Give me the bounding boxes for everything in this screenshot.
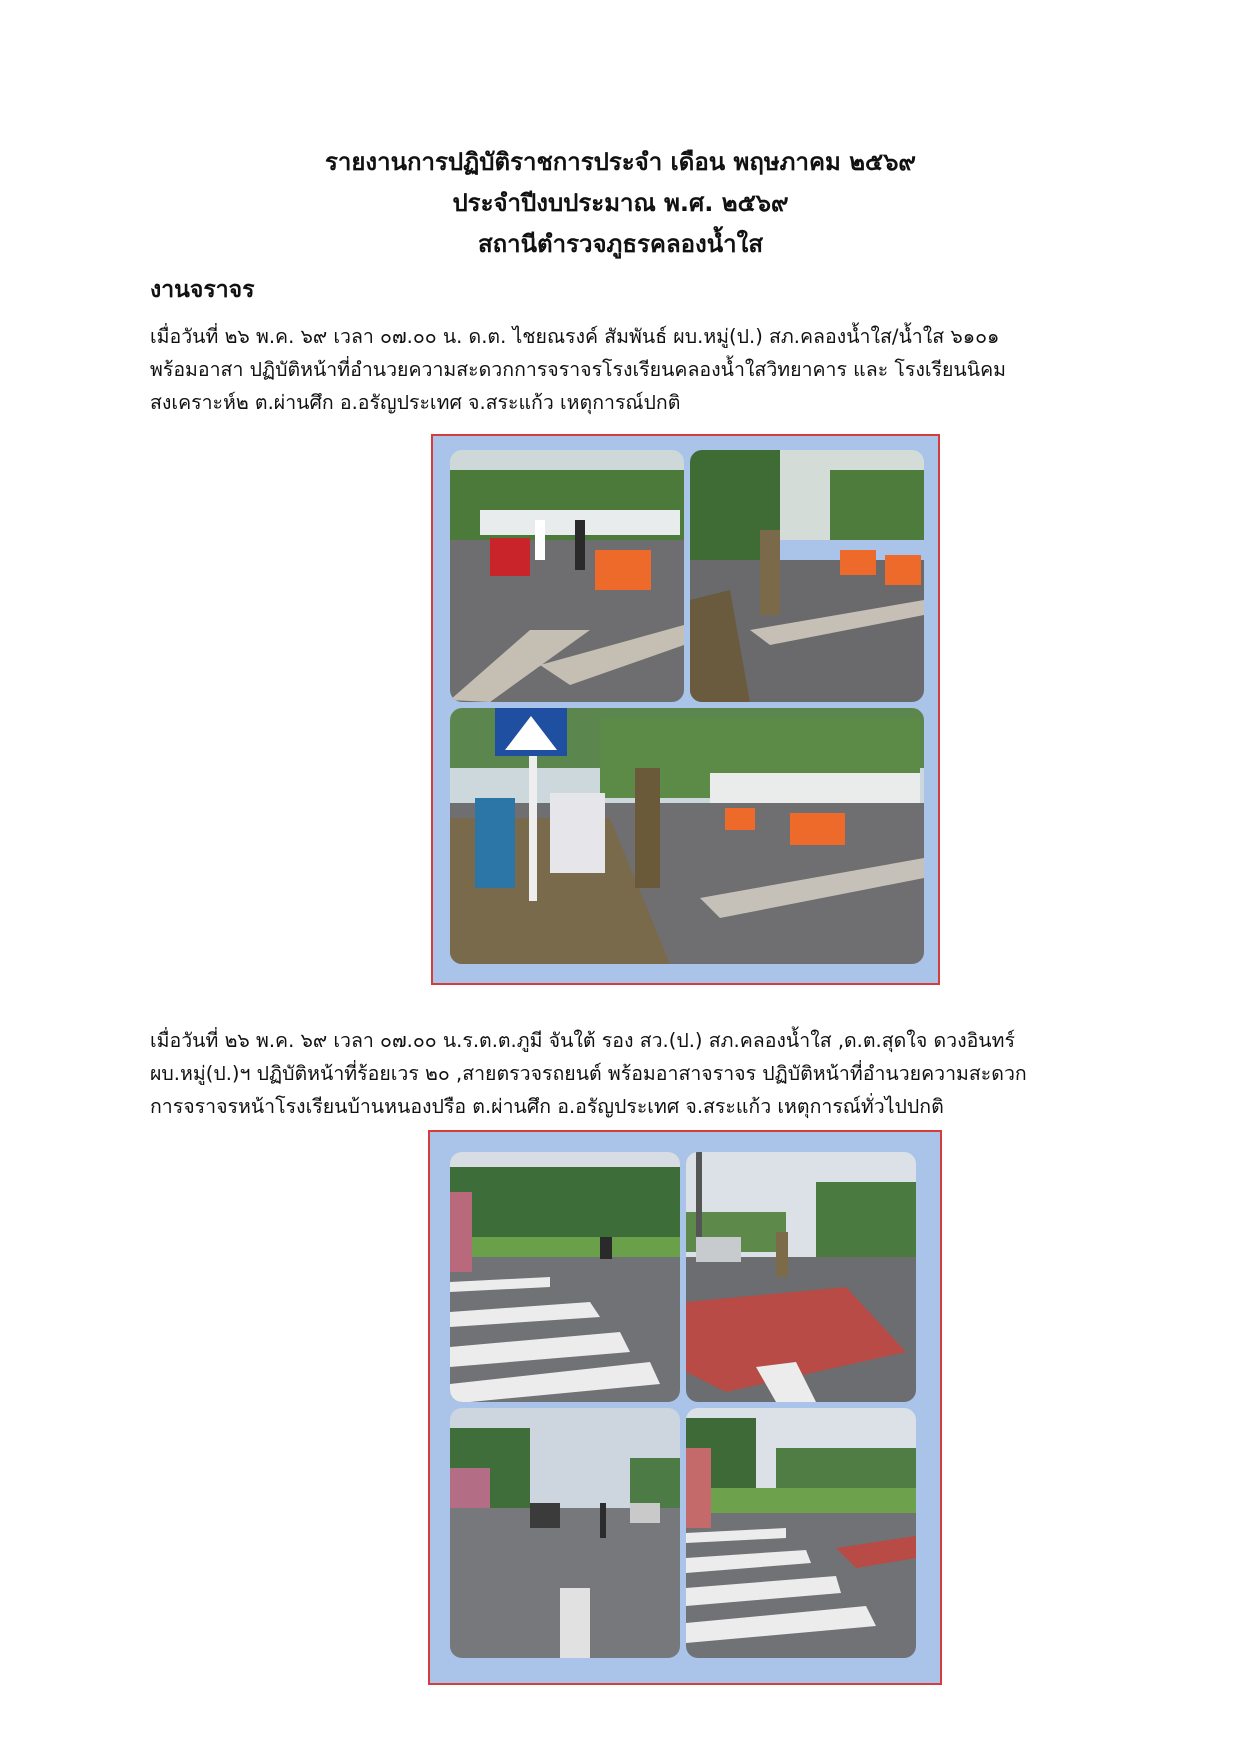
photo-collage-2 bbox=[428, 1130, 942, 1685]
paragraph-line: พร้อมอาสา ปฏิบัติหน้าที่อำนวยความสะดวกการจราจรโรงเรียนคลองน้ำใสวิทยาคาร และ โรงเรียนนิคม bbox=[150, 358, 1006, 381]
photo-crosswalk-street bbox=[686, 1408, 916, 1658]
section-heading-traffic: งานจราจร bbox=[150, 277, 255, 303]
photo-crosswalk-sign-students bbox=[450, 708, 924, 964]
photo-officer-red-crossing bbox=[686, 1152, 916, 1402]
paragraph-line: เมื่อวันที่ ๒๖ พ.ค. ๖๙ เวลา ๐๗.๐๐ น.ร.ต.ต.ภูมี จันใต้ รอง สว.(ป.) สภ.คลองน้ำใส ,ด.ต.สุดใจ ดวงอินทร์ bbox=[150, 1029, 1015, 1052]
photo-students-crossing bbox=[450, 450, 684, 702]
photo-collage-1 bbox=[431, 434, 940, 985]
title-line-2: ประจำปีงบประมาณ พ.ศ. ๒๕๖๙ bbox=[452, 189, 789, 217]
report-paragraph-2 bbox=[150, 1024, 1100, 1123]
paragraph-line: การจราจรหน้าโรงเรียนบ้านหนองปรือ ต.ผ่านศึก อ.อรัญประเทศ จ.สระแก้ว เหตุการณ์ทั่วไปปกติ bbox=[150, 1095, 944, 1118]
report-paragraph-1 bbox=[150, 320, 1100, 419]
photo-crosswalk-motorbike bbox=[450, 1152, 680, 1402]
photo-road-motorbikes bbox=[450, 1408, 680, 1658]
paragraph-line: สงเคราะห์๒ ต.ผ่านศึก อ.อรัญประเทศ จ.สระแก้ว เหตุการณ์ปกติ bbox=[150, 391, 681, 414]
paragraph-line: เมื่อวันที่ ๒๖ พ.ค. ๖๙ เวลา ๐๗.๐๐ น. ด.ต. ไชยณรงค์ สัมพันธ์ ผบ.หมู่(ป.) สภ.คลองน้ำใส/น้ำใส ๖๑๐๑ bbox=[150, 325, 1000, 348]
title-line-1: รายงานการปฏิบัติราชการประจำ เดือน พฤษภาคม ๒๕๖๙ bbox=[324, 148, 917, 176]
title-line-3: สถานีตำรวจภูธรคลองน้ำใส bbox=[477, 230, 764, 258]
paragraph-line: ผบ.หมู่(ป.)ฯ ปฏิบัติหน้าที่ร้อยเวร ๒๐ ,สายตรวจรถยนต์ พร้อมอาสาจราจร ปฏิบัติหน้าที่อำนวยความสะดวก bbox=[150, 1062, 1027, 1085]
photo-officer-at-crossing bbox=[690, 450, 924, 702]
report-title bbox=[0, 142, 1241, 265]
